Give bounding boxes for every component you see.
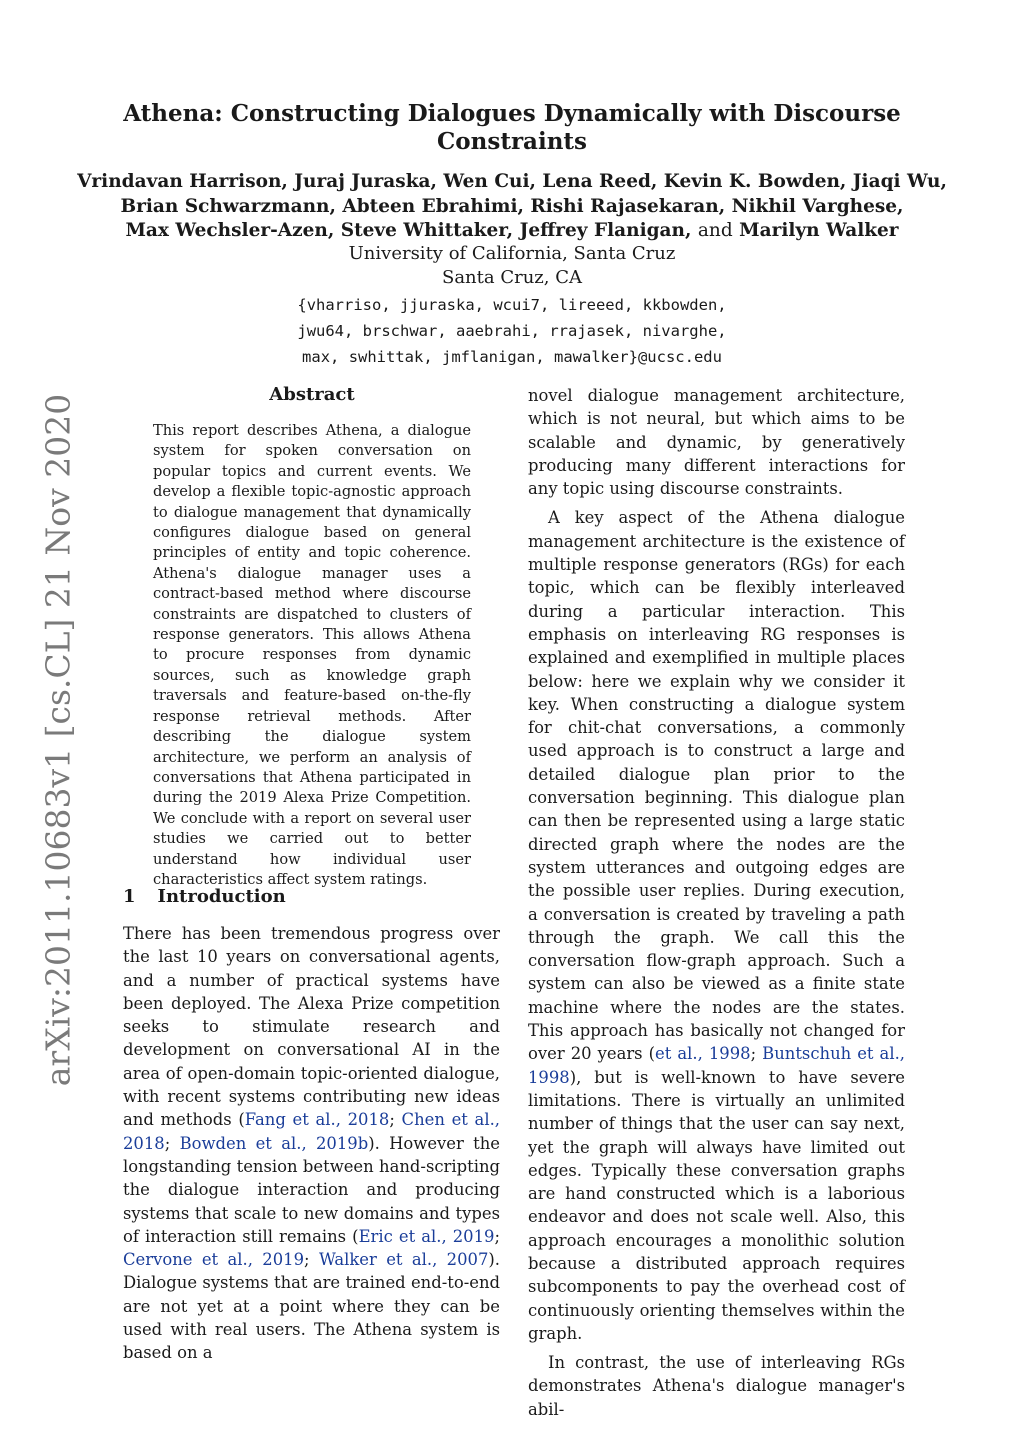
affiliation [200, 242, 824, 290]
left-column [123, 922, 500, 1365]
email-line-3: max, swhittak, jmflanigan, mawalker}@ucsc.edu [302, 348, 722, 366]
citation-link[interactable]: Bowden et al., 2019b [179, 1133, 369, 1153]
author-line-2: Brian Schwarzmann, Abteen Ebrahimi, Rishi Rajasekaran, Nikhil Varghese, [120, 195, 904, 217]
abstract-text: This report describes Athena, a dialogue system for spoken conversation on popular topics and current events. We develop a flexible topic-agnostic approach to dialogue management that dynamically configures dialogue based on general principles of entity and topic coherence. Athena's dialogue manager uses a contract-based method where discourse constraints are dispatched to clusters of response generators. This allows Athena to procure responses from dynamic sources, such as knowledge graph traversals and feature-based on-the-fly response retrieval methods. After describing the dialogue system architecture, we perform an analysis of conversations that Athena participated in during the 2019 Alexa Prize Competition. We conclude with a report on several user studies we carried out to better understand how individual user characteristics affect system ratings. [153, 422, 471, 888]
email-line-2: jwu64, brschwar, aaebrahi, rrajasek, nivarghe, [297, 322, 727, 340]
author-line-3 [62, 219, 962, 244]
citation-link[interactable]: Chen et al., 2018 [123, 1110, 500, 1153]
abstract-heading: Abstract [269, 384, 355, 405]
citation-link[interactable]: et al., 1998 [655, 1044, 751, 1064]
author-list [62, 170, 962, 244]
intro-paragraph-2: A key aspect of the Athena dialogue management architecture is the existence of multiple response generators (RGs) for each topic, which can be flexibly interleaved during a particular interaction. This emphasis on interleaving RG responses is explained and exemplified in multiple places below: here we explain why we consider it key. When constructing a dialogue system for chit-chat conversations, a commonly used approach is to construct a large and detailed dialogue plan prior to the conversation beginning. This dialogue plan can then be represented using a large static directed graph where the nodes are the system utterances and outgoing edges are the possible user replies. During execution, a conversation is created by traveling a path through the graph. We call this the conversation flow-graph approach. Such a system can also be viewed as a finite state machine where the nodes are the states. This approach has basically not changed for over 20 years (et al., 1998; Buntschuh et al., 1998), but is well-known to have severe limitations. There is virtually an unlimited number of things that the user can say next, yet the graph will always have limited out edges. Typically these conversation graphs are hand constructed which is a laborious endeavor and does not scale well. Also, this approach encourages a monolithic solution because a distributed approach requires subcomponents to pay the overhead cost of continuously orienting themselves within the graph. [528, 508, 905, 1343]
citation-link[interactable]: Fang et al., 2018 [244, 1110, 390, 1130]
university: University of California, Santa Cruz [348, 243, 676, 264]
section-number: 1 [123, 886, 136, 907]
citation-link[interactable]: Eric et al., 2019 [358, 1226, 495, 1246]
citation-link[interactable]: Buntschuh et al., 1998 [528, 1044, 905, 1087]
section-title: Introduction [157, 886, 286, 907]
intro-paragraph-1-continued: novel dialogue management architecture, which is not neural, but which aims to be scalable and dynamic, by generatively producing many different interactions for any topic using discourse constraints. [528, 386, 905, 499]
citation-link[interactable]: Walker et al., 2007 [318, 1250, 489, 1270]
author-line-3-start: Max Wechsler-Azen, Steve Whittaker, Jeffrey Flanigan, [125, 220, 692, 241]
author-conjunction: and [697, 220, 733, 241]
intro-paragraph-1: There has been tremendous progress over the last 10 years on conversational agents, and a number of practical systems have been deployed. The Alexa Prize competition seeks to stimulate research and development on conversational AI in the area of open-domain topic-oriented dialogue, with recent systems contributing new ideas and methods (Fang et al., 2018; Chen et al., 2018; Bowden et al., 2019b). However the longstanding tension between hand-scripting the dialogue interaction and producing systems that scale to new domains and types of interaction still remains (Eric et al., 2019; Cervone et al., 2019; Walker et al., 2007). Dialogue systems that are trained end-to-end are not yet at a point where they can be used with real users. The Athena system is based on a [123, 924, 501, 1363]
email-block [200, 292, 824, 370]
location: Santa Cruz, CA [441, 267, 582, 288]
author-line-1: Vrindavan Harrison, Juraj Juraska, Wen Cui, Lena Reed, Kevin K. Bowden, Jiaqi Wu, [77, 171, 947, 192]
paper-title: Athena: Constructing Dialogues Dynamically with Discourse Constraints [123, 100, 901, 155]
right-column [528, 384, 905, 1421]
section-heading-introduction [123, 886, 286, 907]
citation-link[interactable]: Cervone et al., 2019 [123, 1250, 305, 1270]
arxiv-identifier: arXiv:2011.10683v1 [cs.CL] 21 Nov 2020 [38, 393, 78, 1087]
email-line-1: {vharriso, jjuraska, wcui7, lireeed, kkbowden, [297, 296, 727, 314]
author-last: Marilyn Walker [739, 220, 899, 241]
intro-paragraph-3: In contrast, the use of interleaving RGs demonstrates Athena's dialogue manager's abil- [528, 1353, 905, 1419]
